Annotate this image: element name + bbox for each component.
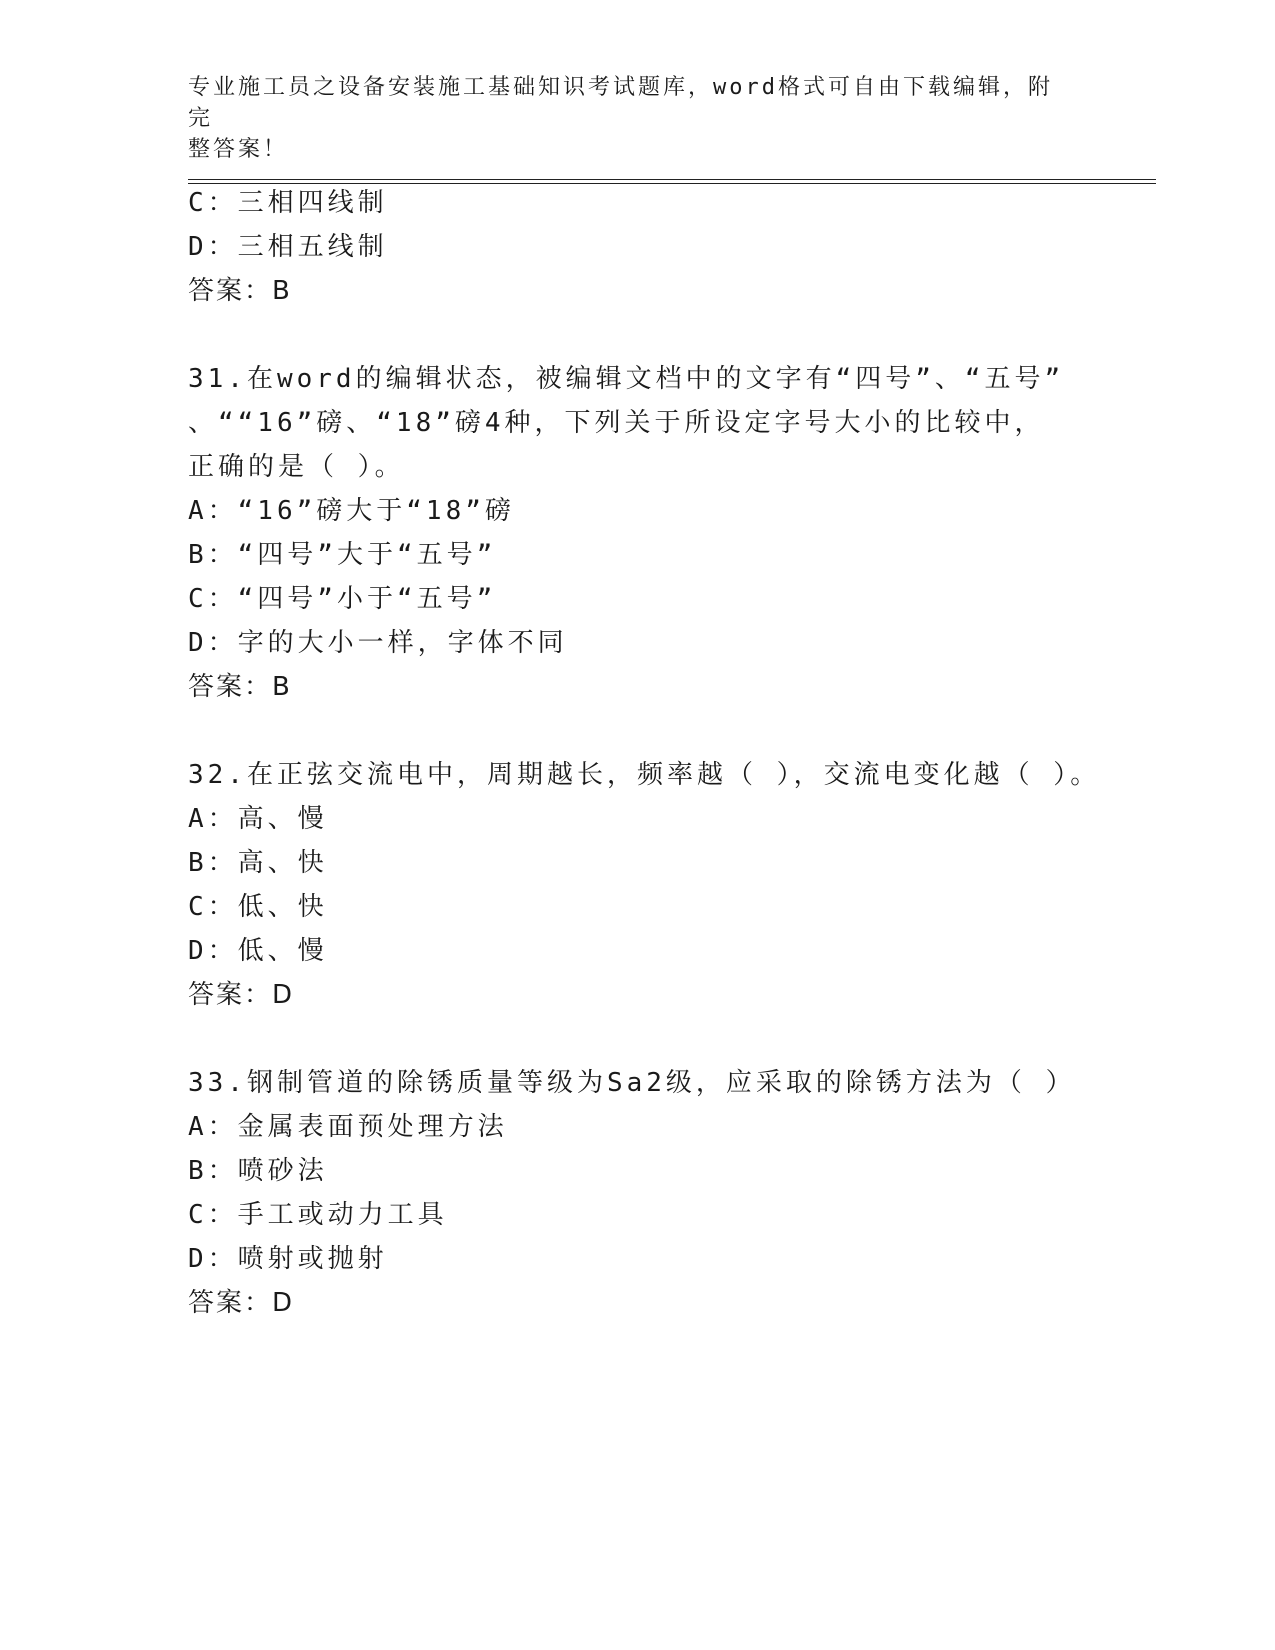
q31-answer: 答案：B — [188, 672, 292, 702]
q33-option-c: C：手工或动力工具 — [188, 1200, 448, 1230]
q30-option-c: C：三相四线制 — [188, 188, 388, 218]
q33-option-d: D：喷射或抛射 — [188, 1244, 388, 1274]
q33-option-b: B：喷砂法 — [188, 1156, 328, 1186]
q32-option-c: C：低、快 — [188, 892, 328, 922]
header-title-line-2: 整答案！ — [188, 137, 289, 162]
q31-option-b: B：“四号”大于“五号” — [188, 540, 497, 570]
header-divider-top — [188, 179, 1156, 180]
q32-option-b: B：高、快 — [188, 848, 328, 878]
q31-option-d: D：字的大小一样，字体不同 — [188, 628, 568, 658]
header-divider-bottom — [188, 183, 1156, 184]
document-header — [188, 72, 1068, 165]
q33-answer: 答案：D — [188, 1288, 295, 1318]
q31-stem-line-3: 正确的是（ ）。 — [188, 452, 405, 482]
q31-stem-line-1: 31.在word的编辑状态，被编辑文档中的文字有“四号”、“五号” — [188, 364, 1065, 394]
q30-answer: 答案：B — [188, 276, 292, 306]
q32-stem-line-1: 32.在正弦交流电中，周期越长，频率越（ ），交流电变化越（ ）。 — [188, 760, 1101, 790]
q32-option-d: D：低、慢 — [188, 936, 328, 966]
q32-option-a: A：高、慢 — [188, 804, 328, 834]
q33-stem-line-1: 33.钢制管道的除锈质量等级为Sa2级，应采取的除锈方法为（ ） — [188, 1068, 1076, 1098]
q31-option-a: A：“16”磅大于“18”磅 — [188, 496, 515, 526]
q33-option-a: A：金属表面预处理方法 — [188, 1112, 508, 1142]
header-title-line-1: 专业施工员之设备安装施工基础知识考试题库，word格式可自由下载编辑，附完 — [188, 75, 1053, 131]
q31-stem-line-2: 、““16”磅、“18”磅4种，下列关于所设定字号大小的比较中， — [188, 408, 1045, 438]
q30-option-d: D：三相五线制 — [188, 232, 388, 262]
q32-answer: 答案：D — [188, 980, 295, 1010]
q31-option-c: C：“四号”小于“五号” — [188, 584, 497, 614]
